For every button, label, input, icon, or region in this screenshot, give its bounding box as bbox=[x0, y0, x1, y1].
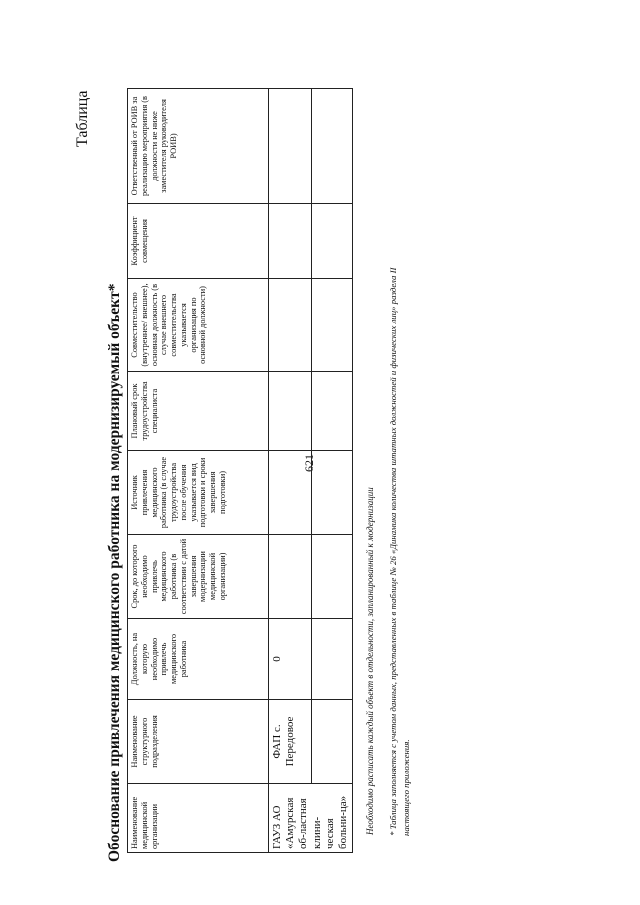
cell-empty bbox=[269, 535, 312, 619]
cell-organization: ГАУЗ АО «Амурская об-ластная клини-ческая больни-ца» bbox=[269, 784, 353, 853]
header-responsible: Ответственный от РОИВ за реализацию мероприятия (в должности не ниже заместителя руководителя РОИВ) bbox=[128, 89, 269, 204]
note-text: Необходимо расписать каждый объект в отдельности, запланированный к модернизации bbox=[365, 487, 375, 835]
cell-empty bbox=[312, 619, 353, 700]
header-position: Должность, на которую необходимо привлечь медицинского работника bbox=[128, 619, 269, 700]
cell-empty bbox=[312, 89, 353, 204]
cell-unit: ФАП с. Передовое bbox=[269, 700, 312, 784]
header-unit: Наименование структурного подразделения bbox=[128, 700, 269, 784]
table-label: Таблица bbox=[74, 90, 91, 147]
footnote-line-1: * Таблица заполняется с учетом данных, представленных в таблице № 26 «Динамика количества штатных должностей и физических лиц» раздела II bbox=[388, 267, 398, 836]
document-title: Обоснование привлечения медицинского работника на модернизируемый объект* bbox=[106, 283, 123, 862]
cell-empty bbox=[312, 700, 353, 784]
table-row bbox=[312, 89, 353, 853]
table-header-row bbox=[128, 89, 269, 853]
header-source: Источник привлечения медицинского работника (в случае трудоустройства после обучения указывается вид подготовки и сроки завершения подготовки) bbox=[128, 451, 269, 535]
cell-empty bbox=[269, 451, 312, 535]
table-row bbox=[269, 89, 312, 853]
justification-table bbox=[127, 89, 349, 853]
header-coefficient: Коэффициент совмещения bbox=[128, 204, 269, 279]
cell-empty bbox=[269, 204, 312, 279]
cell-position: 0 bbox=[269, 619, 312, 700]
cell-empty bbox=[312, 204, 353, 279]
cell-empty bbox=[312, 451, 353, 535]
cell-empty bbox=[312, 535, 353, 619]
cell-empty bbox=[269, 89, 312, 204]
cell-empty bbox=[312, 372, 353, 451]
header-planned-date: Плановый срок трудоустройства специалиста bbox=[128, 372, 269, 451]
header-deadline: Срок, до которого необходимо привлечь медицинского работника (в соответствии с датой завершения модернизации медицинской организации) bbox=[128, 535, 269, 619]
page-number: 621 bbox=[302, 454, 316, 472]
header-combination: Совместительство (внутреннее/ внешнее), основная должность (в случае внешнего совместительства указывается организация по основной должности) bbox=[128, 279, 269, 372]
cell-empty bbox=[312, 279, 353, 372]
cell-empty bbox=[269, 372, 312, 451]
cell-empty bbox=[269, 279, 312, 372]
footnote-line-2: настоящего приложения. bbox=[401, 739, 411, 836]
header-organization: Наименование медицинской организации bbox=[128, 784, 269, 853]
